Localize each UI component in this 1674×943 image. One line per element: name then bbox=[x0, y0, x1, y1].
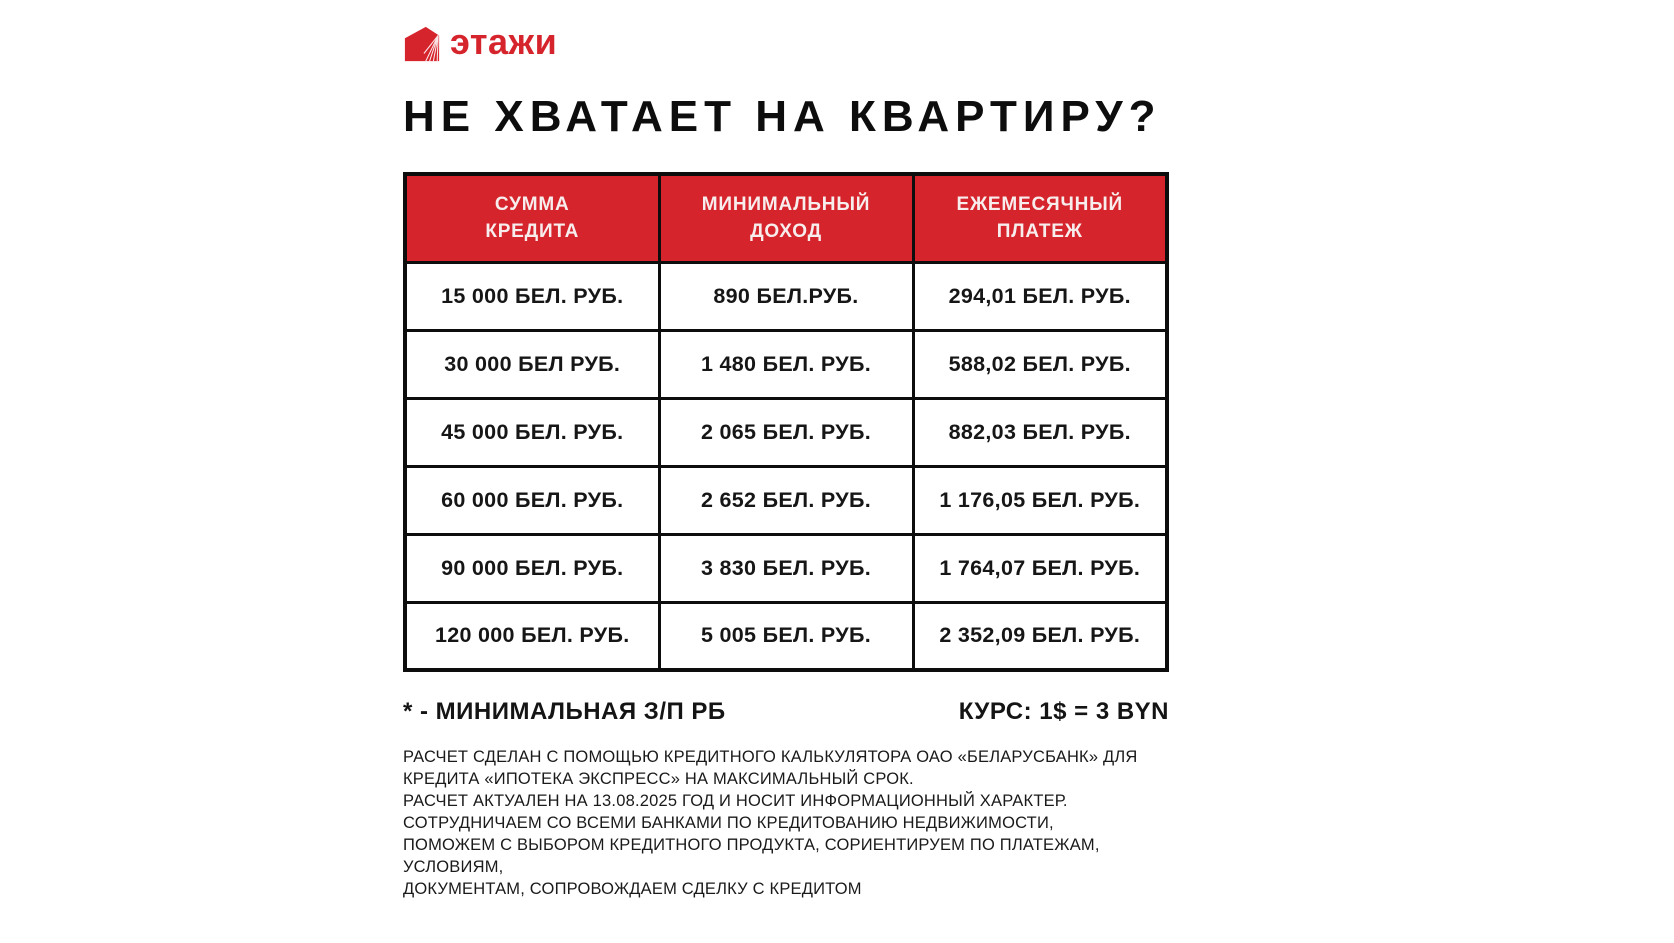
fineprint-line: РАСЧЕТ АКТУАЛЕН НА 13.08.2025 ГОД И НОСИТ ИНФОРМАЦИОННЫЙ ХАРАКТЕР. bbox=[403, 792, 1068, 810]
header-line: ЕЖЕМЕСЯЧНЫЙ bbox=[956, 193, 1124, 215]
footnote-row bbox=[403, 698, 1169, 726]
cell-credit-sum: 15 000 БЕЛ. РУБ. bbox=[405, 262, 659, 330]
cell-min-income: 3 830 БЕЛ. РУБ. bbox=[659, 534, 913, 602]
cell-credit-sum: 30 000 БЕЛ РУБ. bbox=[405, 330, 659, 398]
cell-monthly-payment: 882,03 БЕЛ. РУБ. bbox=[913, 398, 1167, 466]
table-header-row bbox=[405, 174, 1167, 262]
fineprint-line: УСЛОВИЯМ, bbox=[403, 858, 504, 876]
cell-min-income: 890 БЕЛ.РУБ. bbox=[659, 262, 913, 330]
cell-credit-sum: 120 000 БЕЛ. РУБ. bbox=[405, 602, 659, 670]
table-row bbox=[405, 262, 1167, 330]
fineprint-line: РАСЧЕТ СДЕЛАН С ПОМОЩЬЮ КРЕДИТНОГО КАЛЬКУЛЯТОРА ОАО «БЕЛАРУСБАНК» ДЛЯ bbox=[403, 748, 1138, 766]
fineprint-line: КРЕДИТА «ИПОТЕКА ЭКСПРЕСС» НА МАКСИМАЛЬНЫЙ СРОК. bbox=[403, 770, 914, 788]
cell-monthly-payment: 1 764,07 БЕЛ. РУБ. bbox=[913, 534, 1167, 602]
table-row bbox=[405, 398, 1167, 466]
header-line: ПЛАТЕЖ bbox=[996, 221, 1083, 243]
fineprint bbox=[403, 746, 1169, 900]
cell-min-income: 2 652 БЕЛ. РУБ. bbox=[659, 466, 913, 534]
brand-logo bbox=[403, 21, 1169, 64]
fineprint-line: СОТРУДНИЧАЕМ СО ВСЕМИ БАНКАМИ ПО КРЕДИТОВАНИЮ НЕДВИЖИМОСТИ, bbox=[403, 814, 1054, 832]
footnote-min-salary: * - МИНИМАЛЬНАЯ З/П РБ bbox=[403, 698, 726, 725]
header-min-income bbox=[659, 174, 913, 262]
header-line: КРЕДИТА bbox=[485, 221, 580, 243]
header-line: СУММА bbox=[494, 193, 570, 215]
house-icon bbox=[403, 25, 441, 63]
header-credit-sum bbox=[405, 174, 659, 262]
cell-credit-sum: 45 000 БЕЛ. РУБ. bbox=[405, 398, 659, 466]
header-line: ДОХОД bbox=[750, 221, 822, 243]
header-monthly-payment bbox=[913, 174, 1167, 262]
table-row bbox=[405, 534, 1167, 602]
fineprint-line: ДОКУМЕНТАМ, СОПРОВОЖДАЕМ СДЕЛКУ С КРЕДИТОМ bbox=[403, 880, 862, 898]
cell-monthly-payment: 1 176,05 БЕЛ. РУБ. bbox=[913, 466, 1167, 534]
poster bbox=[403, 0, 1169, 900]
brand-logo-text: этажи bbox=[450, 21, 558, 62]
cell-credit-sum: 90 000 БЕЛ. РУБ. bbox=[405, 534, 659, 602]
cell-monthly-payment: 294,01 БЕЛ. РУБ. bbox=[913, 262, 1167, 330]
page-title: НЕ ХВАТАЕТ НА КВАРТИРУ? bbox=[403, 92, 1162, 141]
cell-credit-sum: 60 000 БЕЛ. РУБ. bbox=[405, 466, 659, 534]
cell-monthly-payment: 588,02 БЕЛ. РУБ. bbox=[913, 330, 1167, 398]
fineprint-line: ПОМОЖЕМ С ВЫБОРОМ КРЕДИТНОГО ПРОДУКТА, СОРИЕНТИРУЕМ ПО ПЛАТЕЖАМ, bbox=[403, 836, 1100, 854]
cell-monthly-payment: 2 352,09 БЕЛ. РУБ. bbox=[913, 602, 1167, 670]
cell-min-income: 5 005 БЕЛ. РУБ. bbox=[659, 602, 913, 670]
table-row bbox=[405, 330, 1167, 398]
table-row bbox=[405, 466, 1167, 534]
header-line: МИНИМАЛЬНЫЙ bbox=[701, 193, 871, 215]
cell-min-income: 2 065 БЕЛ. РУБ. bbox=[659, 398, 913, 466]
footnote-exchange-rate: КУРС: 1$ = 3 BYN bbox=[958, 698, 1169, 725]
table-row bbox=[405, 602, 1167, 670]
cell-min-income: 1 480 БЕЛ. РУБ. bbox=[659, 330, 913, 398]
credit-table bbox=[403, 172, 1169, 672]
